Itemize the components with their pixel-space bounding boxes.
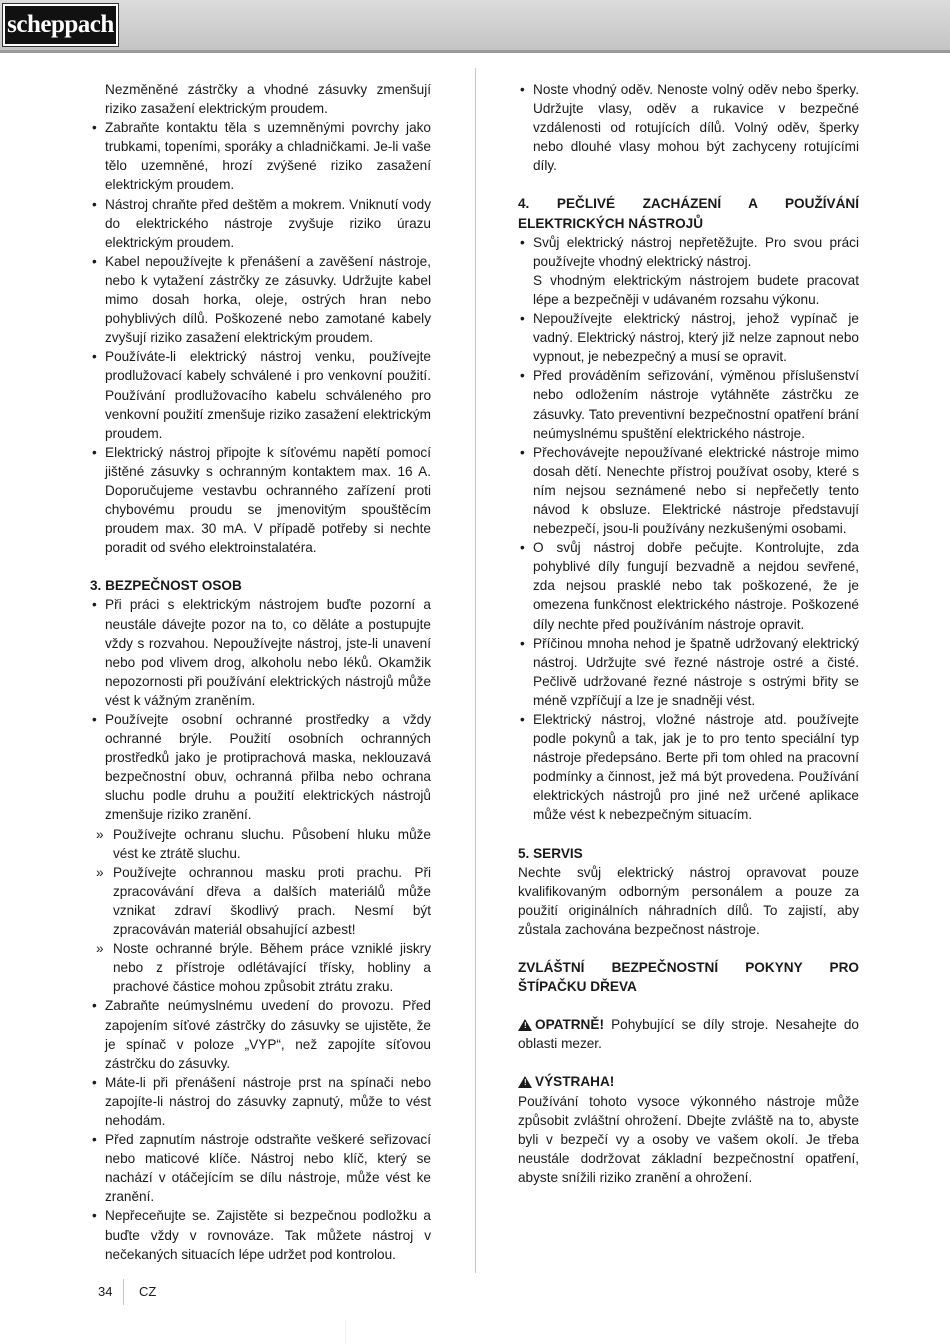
right-column [518,80,859,1187]
list-item: • Používejte osobní ochranné prostředky a vždy ochranné brýle. Použití osobních ochranných prostředků jako je protiprachová maska, neklouzavá bezpečnostní obuv, ochranná přilba nebo ochrana sluchu podle druhu a použití elektrických nástrojů zmenšuje riziko zranění. [90,710,431,825]
personal-safety-list [90,595,431,824]
header-bar [0,0,950,53]
tool-care-list [518,233,859,825]
column-divider [475,68,476,1273]
list-item-text: Svůj elektrický nástroj nepřetěžujte. Pro svou práci používejte vhodný elektrický nástroj. [533,234,859,269]
personal-safety-sublist [90,825,431,997]
caution-label: OPATRNĚ! [535,1017,604,1033]
sub-list-item: » Používejte ochrannou masku proti prachu. Při zpracovávání dřeva a dalších materiálů může vznikat zdraví škodlivý prach. Nesmí být zpracováván materiál obsahující azbest! [90,863,431,939]
personal-safety-list-cont [90,996,431,1263]
list-item [518,233,859,309]
list-item: • Přechovávejte nepoužívané elektrické nástroje mimo dosah dětí. Nenechte přístroj používat osoby, které s ním nejsou seznámené nebo si nepřečetly tento návod k obsluze. Elektrické nástroje představují nebezpečí, jsou-li používány nezkušenými osobami. [518,443,859,538]
list-item: • Nástroj chraňte před deštěm a mokrem. Vniknutí vody do elektrického nástroje zvyšuje riziko úrazu elektrickým proudem. [90,195,431,252]
left-column [90,80,431,1264]
page-number: 34 [98,1284,113,1299]
section-heading-tool-care: 4. PEČLIVÉ ZACHÁZENÍ A POUŽÍVÁNÍ ELEKTRICKÝCH NÁSTROJŮ [518,196,859,231]
list-item: • Máte-li při přenášení nástroje prst na spínači nebo zapojíte-li nástroj do zásuvky zapnutý, může to vést nehodám. [90,1073,431,1130]
list-item: • Při práci s elektrickým nástrojem buďte pozorní a neustále dávejte pozor na to, co děláte a postupujte vždy s rozvahou. Nepoužívejte nástroj, jste-li unavení nebo pod vlivem drog, alkoholu nebo léků. Okamžik nepozornosti při používání elektrických nástrojů může vést k vážným zraněním. [90,595,431,710]
list-item: • Elektrický nástroj, vložné nástroje atd. používejte podle pokynů a tak, jak je to pro tento speciální typ nástroje předepsáno. Berte při tom ohled na pracovní podmínky a činnost, jež má být provedena. Používání elektrických nástrojů pro jiné než určené aplikace může vést k nebezpečným situacím. [518,710,859,825]
list-item: • Nepoužívejte elektrický nástroj, jehož vypínač je vadný. Elektrický nástroj, který již nelze zapnout nebo vypnout, je nebezpečný a musí se opravit. [518,309,859,366]
brand-logo: scheppach [3,4,118,46]
warning-label: VÝSTRAHA! [535,1074,615,1090]
section-heading-service: 5. SERVIS [518,845,583,861]
list-item: • Zabraňte neúmyslnému uvedení do provozu. Před zapojením síťové zástrčky do zásuvky se ujistěte, že je spínač v poloze „VYP“, než zapojíte síťovou zástrčku do zásuvky. [90,996,431,1072]
list-item: • Elektrický nástroj připojte k síťovému napětí pomocí jištěné zásuvky s ochranným kontaktem max. 16 A. Doporučujeme vestavbu ochranného zařízení proti chybovému proudu se jmenovitým spouštěcím proudem max. 30 mA. V případě potřeby si nechte poradit od svého elektroinstalatéra. [90,443,431,558]
sub-list-item: » Noste ochranné brýle. Během práce vzniklé jiskry nebo z přístroje odlétávající třísky, hobliny a prachové částice mohou způsobit ztrátu zraku. [90,939,431,996]
caution-notice [518,1015,859,1053]
list-item: • Nepřeceňujte se. Zajistěte si bezpečnou podložku a buďte vždy v rovnováze. Tak můžete nástroj v nečekaných situacích lépe udržet pod kontrolou. [90,1206,431,1263]
list-item: • Kabel nepoužívejte k přenášení a zavěšení nástroje, nebo k vytažení zástrčky ze zásuvky. Udržujte kabel mimo dosah horka, oleje, ostrých hran nebo pohyblivých dílů. Poškozené nebo zamotané kabely zvyšují riziko zasažení elektrickým proudem. [90,252,431,347]
warning-triangle-icon: ! [518,1076,532,1088]
list-item: • Zabraňte kontaktu těla s uzemněnými povrchy jako trubkami, topeními, sporáky a chladničkami. Je-li vaše tělo uzemněné, hrozí zvýšené riziko zasažení elektrickým proudem. [90,118,431,194]
list-item: • Příčinou mnoha nehod je špatně udržovaný elektrický nástroj. Udržujte své řezné nástroje ostré a čisté. Pečlivě udržované řezné nástroje s ostrými břity se méně vzpříčují a lze je snadněji vést. [518,634,859,710]
section-heading-personal-safety: 3. BEZPEČNOST OSOB [90,578,242,594]
warning-triangle-icon: ! [518,1019,532,1031]
sub-list-item: » Používejte ochranu sluchu. Působení hluku může vést ke ztrátě sluchu. [90,825,431,863]
caution-text: Pohybující se díly stroje. Nesahejte do oblasti mezer. [518,1017,859,1052]
electrical-safety-list [90,118,431,557]
warning-heading [518,1072,859,1091]
list-item: • Před prováděním seřizování, výměnou příslušenství nebo odložením nástroje vytáhněte zástrčku ze zásuvky. Tato preventivní bezpečnostní opatření brání neúmyslnému spuštění elektrického nástroje. [518,366,859,442]
list-item: • Před zapnutím nástroje odstraňte veškeré seřizovací nebo maticové klíče. Nástroj nebo klíč, který se nachází v otáčejícím se dílu nástroje, může vést ke zranění. [90,1130,431,1206]
list-item: • O svůj nástroj dobře pečujte. Kontrolujte, zda pohyblivé díly fungují bezvadně a nejdou sevřené, zda nejsou prasklé nebo tak poškozené, že je omezena funkčnost elektrického nástroje. Poškozené díly nechte před používáním nástroje opravit. [518,538,859,633]
list-item: • Noste vhodný oděv. Nenoste volný oděv nebo šperky. Udržujte vlasy, oděv a rukavice v bezpečné vzdálenosti od rotujících dílů. Volný oděv, šperky nebo dlouhé vlasy mohou být zachyceny rotujícími díly. [518,80,859,175]
service-text: Nechte svůj elektrický nástroj opravovat pouze kvalifikovaným odborným personálem a pouze za použití originálních náhradních dílů. To zajistí, aby zůstala zachována bezpečnost nástroje. [518,864,859,937]
list-item-continuation: S vhodným elektrickým nástrojem budete pracovat lépe a bezpečněji v udávaném rozsahu výkonu. [533,272,859,307]
paragraph-plugs: Nezměněné zástrčky a vhodné zásuvky zmenšují riziko zasažení elektrickým proudem. [105,82,431,117]
clothing-list [518,80,859,175]
language-code: CZ [139,1284,157,1299]
warning-text: Používání tohoto vysoce výkonného nástroje může způsobit zvláštní ohrožení. Dbejte zvláště na to, abyste byli v bezpečí vy a osoby ve vašem okolí. Je třeba neustále dodržovat základní bezpečnostní opatření, abyste snížili riziko zranění a ohrožení. [518,1093,859,1185]
margin-mark [345,1320,346,1344]
special-safety-heading: ZVLÁŠTNÍ BEZPEČNOSTNÍ POKYNY PRO ŠTÍPAČKU DŘEVA [518,960,859,995]
list-item: • Používáte-li elektrický nástroj venku, používejte prodlužovací kabely schválené i pro venkovní použití. Používání prodlužovacího kabelu schváleného pro venkovní použití zmenšuje riziko zasažení elektrickým proudem. [90,347,431,442]
footer-separator [123,1279,124,1305]
